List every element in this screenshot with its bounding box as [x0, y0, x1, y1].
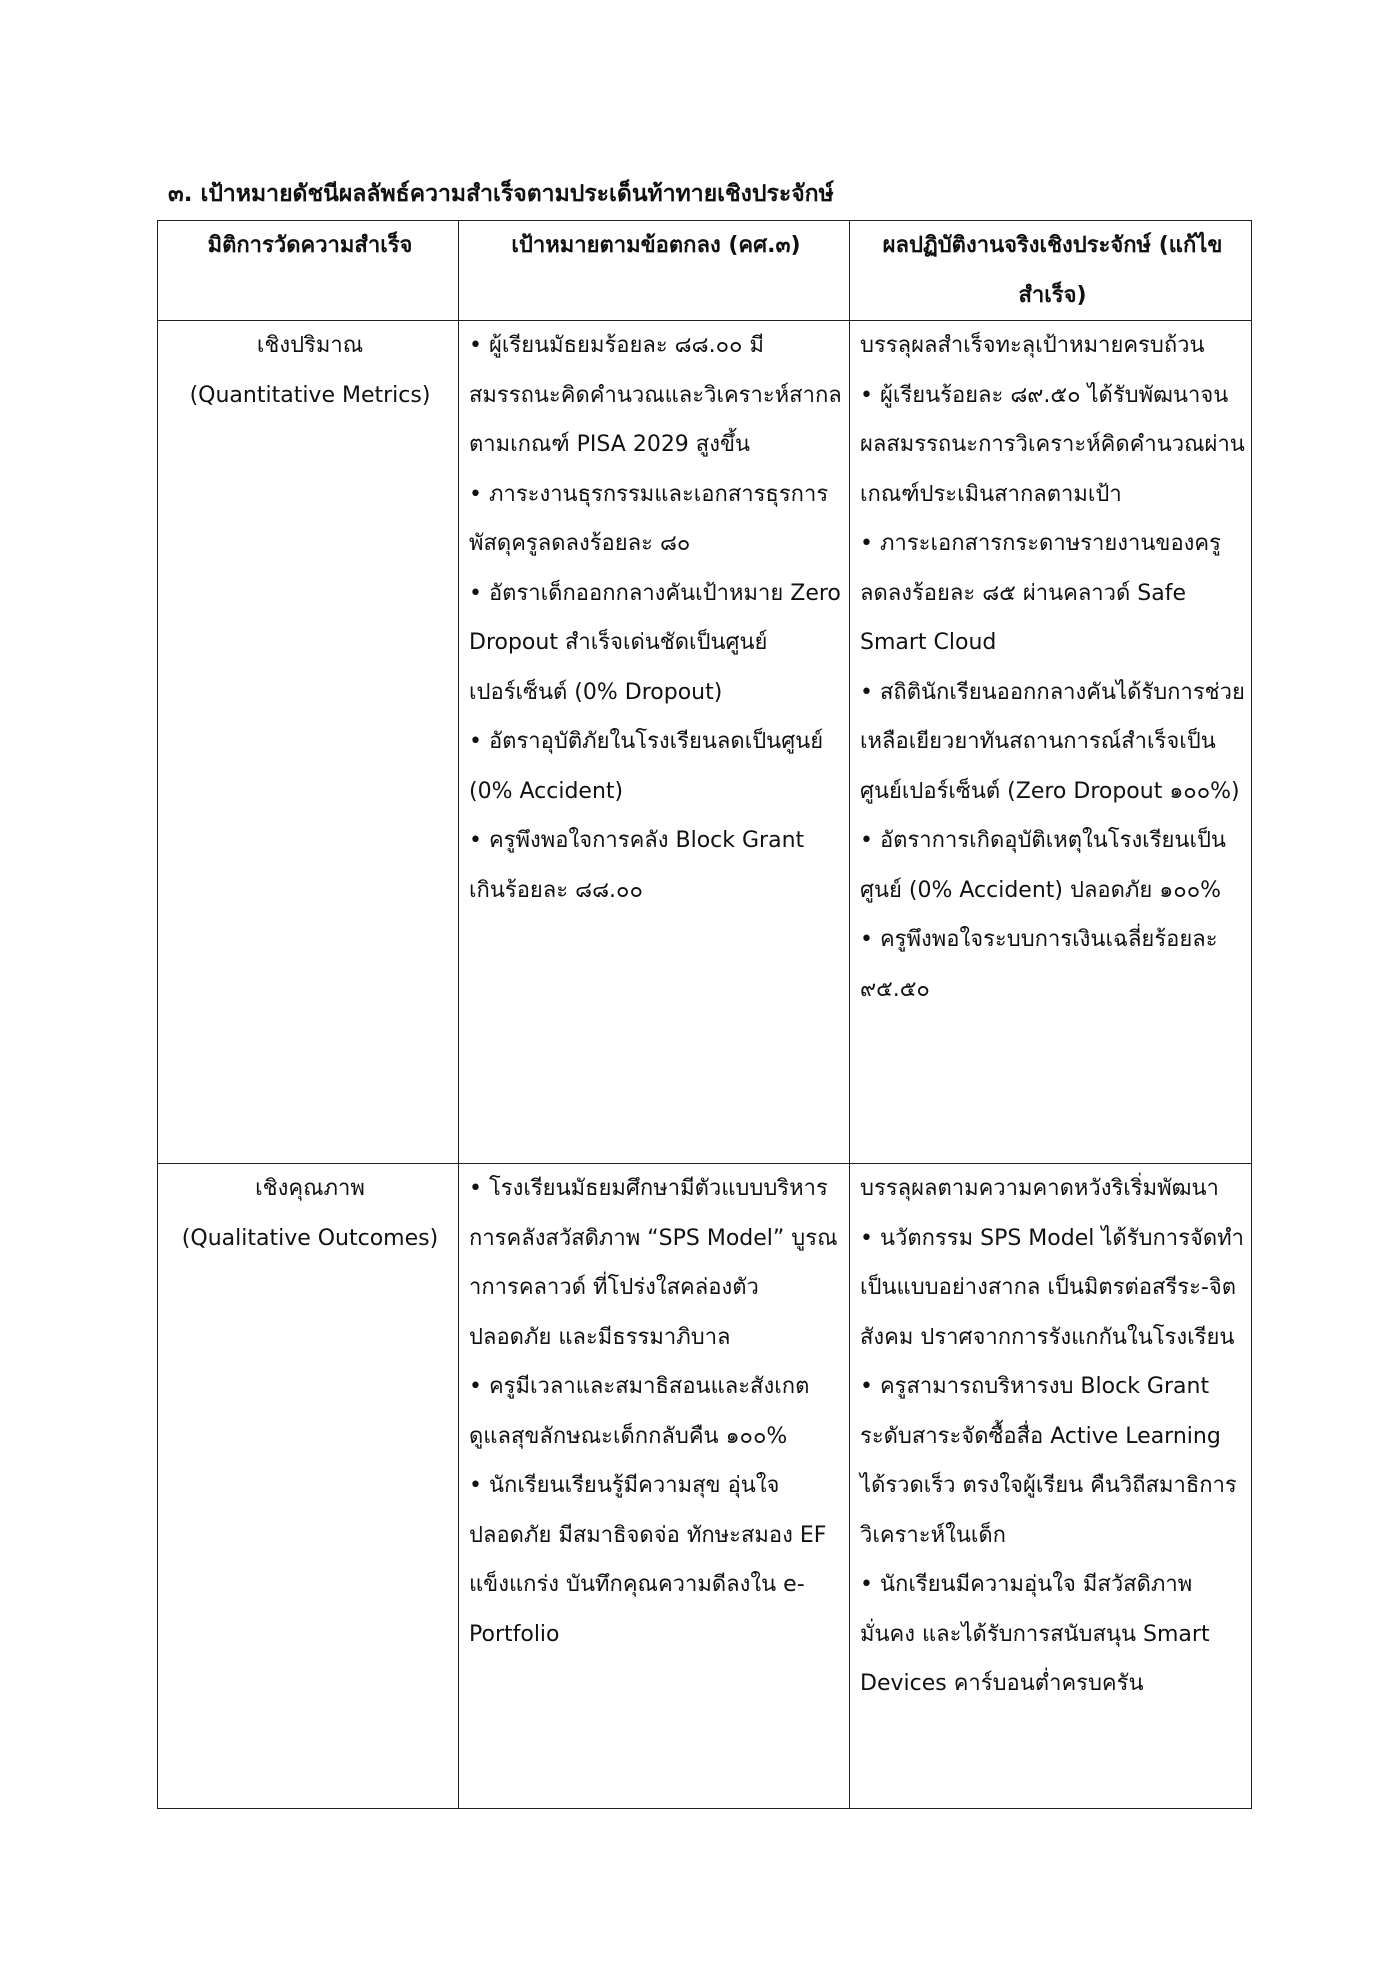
dimension-cell	[158, 1164, 459, 1809]
result-item: • ภาระเอกสารกระดาษรายงานของครูลดลงร้อยละ ๘๕ ผ่านคลาวด์ Safe Smart Cloud	[860, 531, 1221, 655]
header-target: เป้าหมายตามข้อตกลง (คศ.๓)	[459, 221, 850, 321]
table-row-qualitative	[158, 1164, 1252, 1809]
result-item: • อัตราการเกิดอุบัติเหตุในโรงเรียนเป็นศูนย์ (0% Accident) ปลอดภัย ๑๐๐%	[860, 828, 1226, 903]
header-result: ผลปฏิบัติงานจริงเชิงประจักษ์ (แก้ไข สำเร็จ)	[850, 221, 1252, 321]
result-item: • สถิตินักเรียนออกกลางคันได้รับการช่วยเหลือเยียวยาทันสถานการณ์สำเร็จเป็นศูนย์เปอร์เซ็นต์ (Zero Dropout ๑๐๐%)	[860, 679, 1245, 804]
target-item: • อัตราอุบัติภัยในโรงเรียนลดเป็นศูนย์ (0% Accident)	[469, 729, 824, 804]
dimension-english: (Quantitative Metrics)	[189, 382, 431, 408]
dimension-english: (Qualitative Outcomes)	[181, 1225, 439, 1251]
target-item: • นักเรียนเรียนรู้มีความสุข อุ่นใจ ปลอดภัย มีสมาธิจดจ่อ ทักษะสมอง EF แข็งแกร่ง บันทึกคุณความดีลงใน e-Portfolio	[469, 1473, 827, 1647]
success-indicator-table	[157, 220, 1252, 1809]
result-item: • ผู้เรียนร้อยละ ๘๙.๕๐ ได้รับพัฒนาจนผลสมรรถนะการวิเคราะห์คิดคำนวณผ่านเกณฑ์ประเมินสากลตามเป้า	[860, 382, 1245, 507]
target-cell	[459, 321, 850, 1164]
result-item: • ครูพึงพอใจระบบการเงินเฉลี่ยร้อยละ ๙๕.๕๐	[860, 927, 1218, 1002]
result-summary: บรรลุผลตามความคาดหวังริเริ่มพัฒนา	[860, 1176, 1219, 1201]
result-item: • ครูสามารถบริหารงบ Block Grant ระดับสาระจัดซื้อสื่อ Active Learning ได้รวดเร็ว ตรงใจผู้เรียน คืนวิถีสมาธิการวิเคราะห์ในเด็ก	[860, 1374, 1237, 1548]
target-item: • โรงเรียนมัธยมศึกษามีตัวแบบบริหารการคลังสวัสดิภาพ “SPS Model” บูรณาการคลาวด์ ที่โปร่งใสคล่องตัว ปลอดภัย และมีธรรมาภิบาล	[469, 1176, 838, 1350]
header-dimension: มิติการวัดความสำเร็จ	[158, 221, 459, 321]
dimension-cell	[158, 321, 459, 1164]
target-item: • ผู้เรียนมัธยมร้อยละ ๘๘.๐๐ มีสมรรถนะคิดคำนวณและวิเคราะห์สากลตามเกณฑ์ PISA 2029 สูงขึ้น	[469, 333, 842, 457]
dimension-thai: เชิงปริมาณ	[256, 333, 364, 358]
table-row-quantitative	[158, 321, 1252, 1164]
target-item: • อัตราเด็กออกกลางคันเป้าหมาย Zero Dropout สำเร็จเด่นชัดเป็นศูนย์เปอร์เซ็นต์ (0% Dropout)	[469, 580, 841, 705]
page-heading: ๓. เป้าหมายดัชนีผลลัพธ์ความสำเร็จตามประเด็นท้าทายเชิงประจักษ์	[168, 181, 834, 207]
target-item: • ภาระงานธุรกรรมและเอกสารธุรการพัสดุครูลดลงร้อยละ ๘๐	[469, 481, 829, 556]
target-cell	[459, 1164, 850, 1809]
result-summary: บรรลุผลสำเร็จทะลุเป้าหมายครบถ้วน	[860, 333, 1205, 358]
result-cell	[850, 321, 1252, 1164]
target-item: • ครูมีเวลาและสมาธิสอนและสังเกตดูแลสุขลักษณะเด็กกลับคืน ๑๐๐%	[469, 1374, 810, 1449]
result-cell	[850, 1164, 1252, 1809]
target-item: • ครูพึงพอใจการคลัง Block Grant เกินร้อยละ ๘๘.๐๐	[469, 828, 805, 903]
result-item: • นักเรียนมีความอุ่นใจ มีสวัสดิภาพมั่นคง และได้รับการสนับสนุน Smart Devices คาร์บอนต่ำครบครัน	[860, 1572, 1210, 1696]
dimension-thai: เชิงคุณภาพ	[255, 1176, 365, 1201]
result-item: • นวัตกรรม SPS Model ได้รับการจัดทำเป็นแบบอย่างสากล เป็นมิตรต่อสรีระ-จิตสังคม ปราศจากการรังแกกันในโรงเรียน	[860, 1225, 1244, 1350]
table-header-row	[158, 221, 1252, 321]
